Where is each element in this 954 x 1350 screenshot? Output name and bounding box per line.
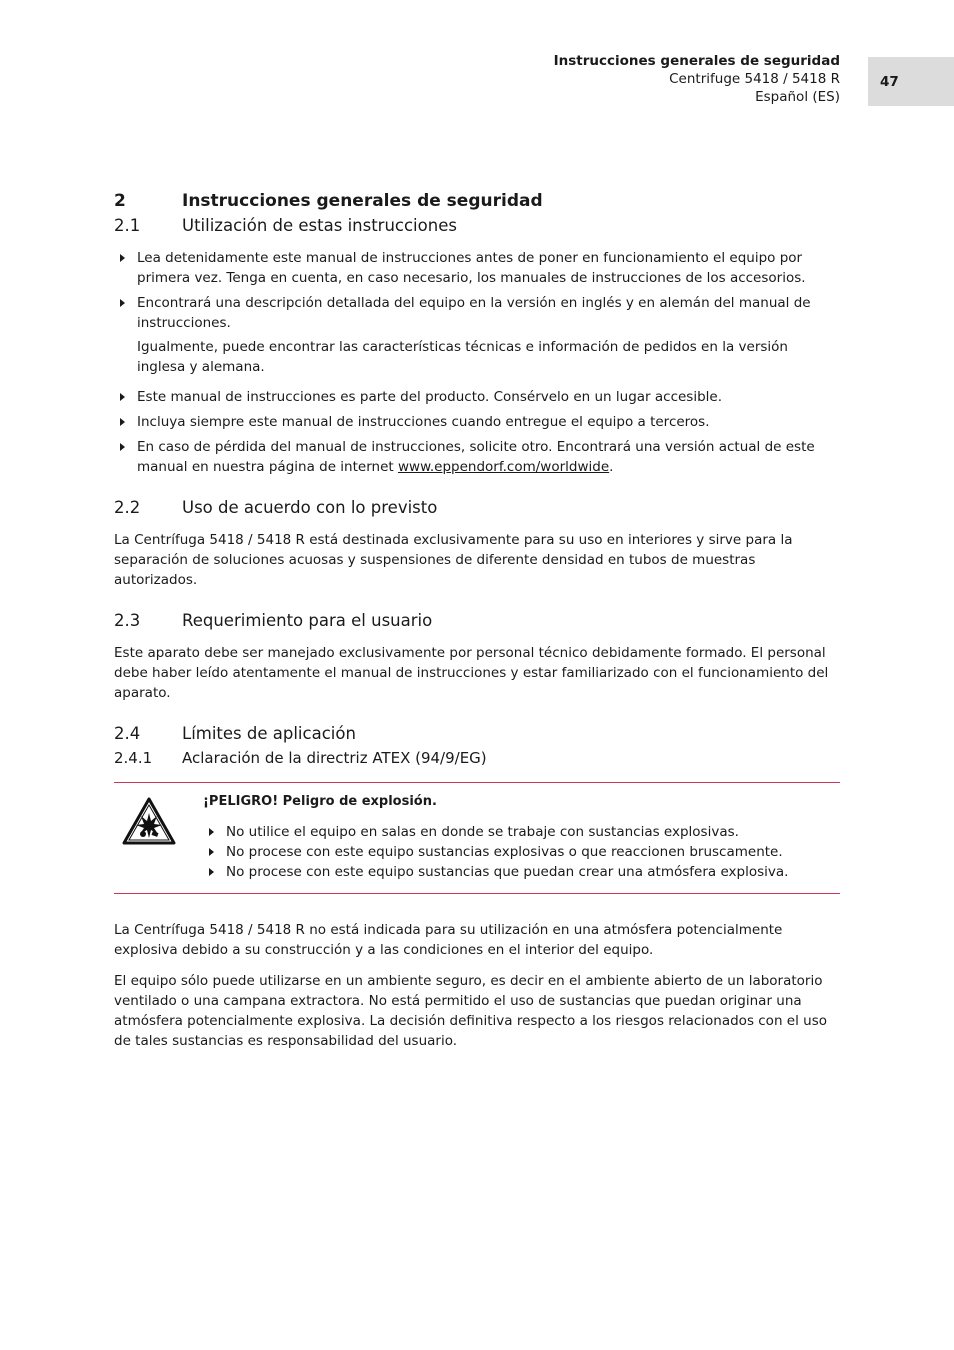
section-heading-2-1 bbox=[114, 215, 840, 237]
bullet-triangle-icon bbox=[120, 299, 125, 307]
header-product: Centrifuge 5418 / 5418 R bbox=[669, 71, 840, 87]
eppendorf-website-link[interactable]: www.eppendorf.com/worldwide bbox=[397, 459, 610, 475]
bullet-triangle-icon bbox=[120, 393, 125, 401]
section-number: 2.3 bbox=[114, 611, 141, 630]
header-title: Instrucciones generales de seguridad bbox=[553, 53, 840, 69]
list-item: Lea detenidamente este manual de instrucciones antes de poner en funcionamiento el equipo por primera vez. Tenga en cuenta, en caso necesario, los manuales de instrucciones de los accesorios. bbox=[114, 248, 840, 288]
bullet-triangle-icon bbox=[209, 828, 214, 836]
list-item: Incluya siempre este manual de instrucciones cuando entregue el equipo a terceros. bbox=[114, 412, 840, 432]
page-number: 47 bbox=[868, 57, 954, 106]
list-item: No procese con este equipo sustancias que puedan crear una atmósfera explosiva. bbox=[203, 862, 840, 882]
section-title: Instrucciones generales de seguridad bbox=[182, 191, 543, 211]
header-language: Español (ES) bbox=[755, 89, 840, 105]
section-title: Utilización de estas instrucciones bbox=[182, 216, 457, 235]
section-title: Uso de acuerdo con lo previsto bbox=[182, 498, 438, 517]
section-number: 2.1 bbox=[114, 216, 141, 235]
section-heading-2-4 bbox=[114, 723, 840, 745]
section-heading-2 bbox=[114, 190, 840, 212]
user-requirements-paragraph: Este aparato debe ser manejado exclusivamente por personal técnico debidamente formado. El personal debe haber leído atentamente el manual de instrucciones y estar familiarizado con el funcionamiento del aparato. bbox=[114, 645, 829, 701]
section-number: 2 bbox=[114, 191, 126, 211]
bullet-extra-paragraph: Igualmente, puede encontrar las características técnicas e información de pedidos en la versión inglesa y alemana. bbox=[137, 339, 788, 375]
section-heading-2-2 bbox=[114, 497, 840, 519]
warning-bullet-list bbox=[203, 822, 840, 882]
section-number: 2.2 bbox=[114, 498, 141, 517]
page-content bbox=[114, 190, 840, 1051]
usage-bullet-list bbox=[114, 248, 840, 477]
explosive-hazard-icon bbox=[122, 797, 176, 845]
section-number: 2.4.1 bbox=[114, 749, 153, 767]
bullet-triangle-icon bbox=[120, 254, 125, 262]
warning-title: ¡PELIGRO! Peligro de explosión. bbox=[203, 794, 437, 809]
running-header bbox=[554, 52, 840, 106]
danger-warning-box bbox=[114, 782, 840, 894]
list-item: No utilice el equipo en salas en donde se trabaje con sustancias explosivas. bbox=[203, 822, 840, 842]
bullet-triangle-icon bbox=[209, 848, 214, 856]
bullet-triangle-icon bbox=[120, 418, 125, 426]
section-heading-2-3 bbox=[114, 610, 840, 632]
list-item: En caso de pérdida del manual de instrucciones, solicite otro. Encontrará una versión actual de este manual en nuestra página de internet www.eppendorf.com/worldwide. bbox=[114, 437, 840, 477]
list-item: Encontrará una descripción detallada del equipo en la versión en inglés y en alemán del manual de instrucciones. Igualmente, puede encontrar las características técnicas e información de pedidos en la versión inglesa y alemana. bbox=[114, 293, 840, 377]
list-item: Este manual de instrucciones es parte del producto. Consérvelo en un lugar accesible. bbox=[114, 387, 840, 407]
bullet-triangle-icon bbox=[120, 443, 125, 451]
section-title: Límites de aplicación bbox=[182, 724, 356, 743]
atex-paragraph-2: El equipo sólo puede utilizarse en un ambiente seguro, es decir en el ambiente abierto de un laboratorio ventilado o una campana extractora. No está permitido el uso de sustancias que puedan originar una atmósfera potencialmente explosiva. La decisión definitiva respecto a los riesgos relacionados con el uso de tales sustancias es responsabilidad del usuario. bbox=[114, 973, 827, 1049]
bullet-triangle-icon bbox=[209, 868, 214, 876]
section-heading-2-4-1 bbox=[114, 748, 840, 768]
list-item: No procese con este equipo sustancias explosivas o que reaccionen bruscamente. bbox=[203, 842, 840, 862]
intended-use-paragraph: La Centrífuga 5418 / 5418 R está destinada exclusivamente para su uso en interiores y sirve para la separación de soluciones acuosas y suspensiones de diferente densidad en tubos de muestras autorizados. bbox=[114, 532, 793, 588]
section-number: 2.4 bbox=[114, 724, 141, 743]
atex-paragraph-1: La Centrífuga 5418 / 5418 R no está indicada para su utilización en una atmósfera potencialmente explosiva debido a su construcción y a las condiciones en el interior del equipo. bbox=[114, 922, 783, 958]
section-title: Requerimiento para el usuario bbox=[182, 611, 433, 630]
section-title: Aclaración de la directriz ATEX (94/9/EG) bbox=[182, 749, 487, 767]
